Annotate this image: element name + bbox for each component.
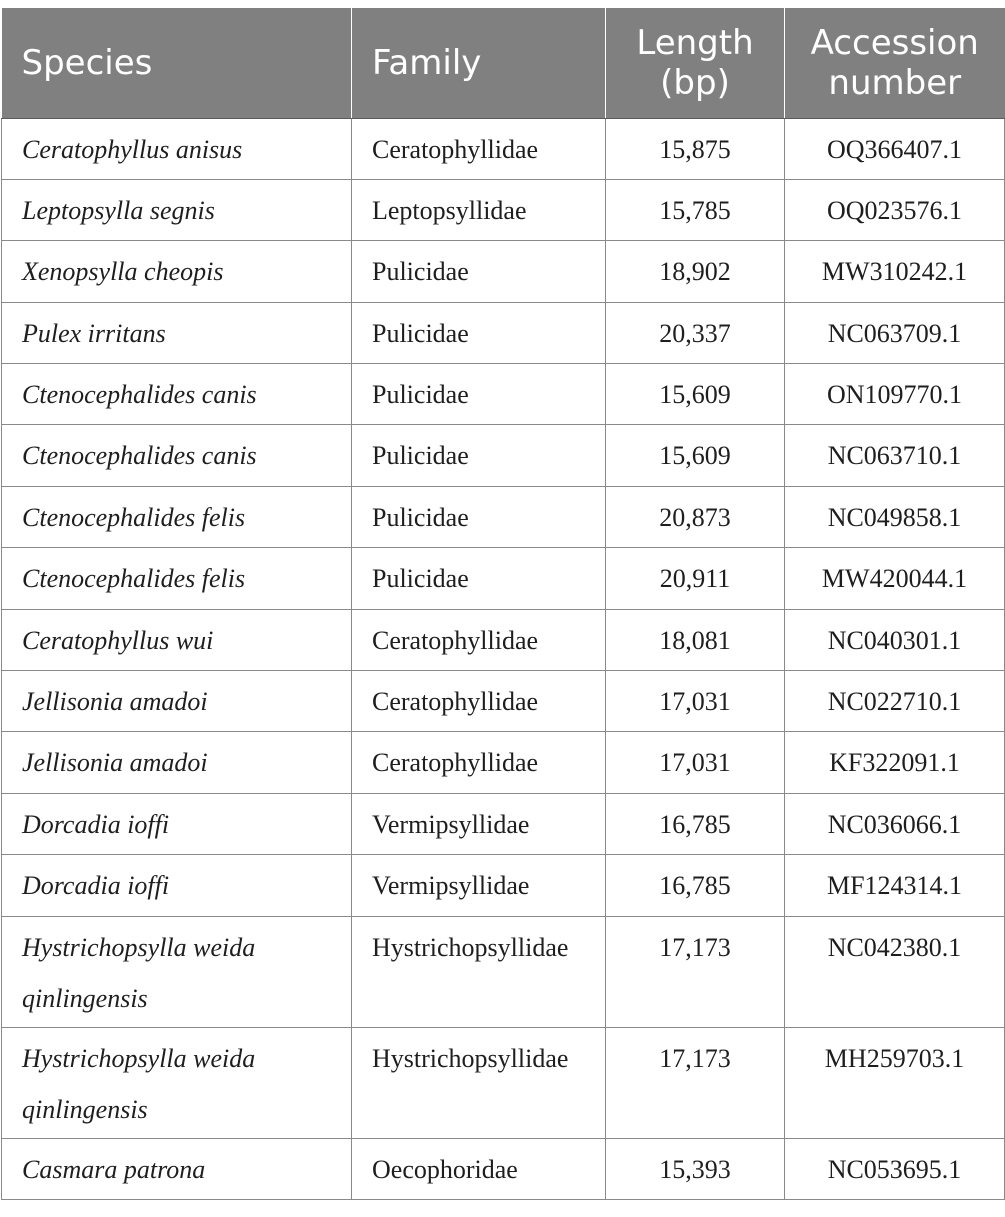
length-cell: 18,081	[606, 609, 785, 670]
table-row	[2, 609, 1005, 670]
family-cell: Oecophoridae	[352, 1138, 606, 1199]
length-cell: 16,785	[606, 793, 785, 854]
table-row	[2, 671, 1005, 732]
table-row	[2, 364, 1005, 425]
species-cell: Ctenocephalides felis	[2, 486, 352, 547]
header-species: Species	[2, 8, 352, 118]
table-row	[2, 793, 1005, 854]
header-family: Family	[352, 8, 606, 118]
accession-cell: KF322091.1	[785, 732, 1005, 793]
length-cell: 18,902	[606, 241, 785, 302]
header-length: Length (bp)	[606, 8, 785, 118]
accession-cell: OQ023576.1	[785, 179, 1005, 240]
table-row	[2, 732, 1005, 793]
family-cell: Ceratophyllidae	[352, 609, 606, 670]
species-cell: Jellisonia amadoi	[2, 732, 352, 793]
length-cell: 20,337	[606, 302, 785, 363]
table-row	[2, 1027, 1005, 1138]
table-row	[2, 548, 1005, 609]
length-cell: 15,785	[606, 179, 785, 240]
family-cell: Pulicidae	[352, 548, 606, 609]
species-cell: Ctenocephalides felis	[2, 548, 352, 609]
length-cell: 15,609	[606, 364, 785, 425]
family-cell: Ceratophyllidae	[352, 118, 606, 179]
accession-cell: NC022710.1	[785, 671, 1005, 732]
length-cell: 15,393	[606, 1138, 785, 1199]
table-row	[2, 179, 1005, 240]
species-cell: Casmara patrona	[2, 1138, 352, 1199]
header-accession: Accession number	[785, 8, 1005, 118]
table-body	[2, 118, 1005, 1199]
accession-cell: NC042380.1	[785, 916, 1005, 1027]
length-cell: 15,609	[606, 425, 785, 486]
table-row	[2, 916, 1005, 1027]
length-cell: 15,875	[606, 118, 785, 179]
table-row	[2, 302, 1005, 363]
accession-cell: NC053695.1	[785, 1138, 1005, 1199]
accession-cell: ON109770.1	[785, 364, 1005, 425]
species-cell: Hystrichopsylla weida qinlingensis	[2, 1027, 352, 1138]
species-cell: Ctenocephalides canis	[2, 425, 352, 486]
species-table	[1, 8, 1005, 1200]
table-row	[2, 425, 1005, 486]
table-row	[2, 241, 1005, 302]
family-cell: Pulicidae	[352, 425, 606, 486]
species-cell: Dorcadia ioffi	[2, 793, 352, 854]
family-cell: Vermipsyllidae	[352, 793, 606, 854]
accession-cell: NC049858.1	[785, 486, 1005, 547]
length-cell: 17,173	[606, 916, 785, 1027]
family-cell: Pulicidae	[352, 364, 606, 425]
species-cell: Hystrichopsylla weida qinlingensis	[2, 916, 352, 1027]
length-cell: 17,031	[606, 671, 785, 732]
length-cell: 17,173	[606, 1027, 785, 1138]
table-row	[2, 1138, 1005, 1199]
family-cell: Pulicidae	[352, 486, 606, 547]
length-cell: 20,911	[606, 548, 785, 609]
accession-cell: OQ366407.1	[785, 118, 1005, 179]
species-cell: Xenopsylla cheopis	[2, 241, 352, 302]
family-cell: Leptopsyllidae	[352, 179, 606, 240]
species-cell: Ceratophyllus wui	[2, 609, 352, 670]
accession-cell: MW310242.1	[785, 241, 1005, 302]
length-cell: 20,873	[606, 486, 785, 547]
length-cell: 17,031	[606, 732, 785, 793]
species-cell: Ceratophyllus anisus	[2, 118, 352, 179]
header-row	[2, 8, 1005, 118]
species-cell: Leptopsylla segnis	[2, 179, 352, 240]
table-header	[2, 8, 1005, 118]
table-row	[2, 486, 1005, 547]
accession-cell: NC036066.1	[785, 793, 1005, 854]
accession-cell: NC063710.1	[785, 425, 1005, 486]
species-cell: Pulex irritans	[2, 302, 352, 363]
species-cell: Dorcadia ioffi	[2, 855, 352, 916]
family-cell: Hystrichopsyllidae	[352, 1027, 606, 1138]
family-cell: Vermipsyllidae	[352, 855, 606, 916]
species-cell: Ctenocephalides canis	[2, 364, 352, 425]
family-cell: Hystrichopsyllidae	[352, 916, 606, 1027]
family-cell: Pulicidae	[352, 302, 606, 363]
family-cell: Ceratophyllidae	[352, 732, 606, 793]
accession-cell: NC063709.1	[785, 302, 1005, 363]
length-cell: 16,785	[606, 855, 785, 916]
family-cell: Ceratophyllidae	[352, 671, 606, 732]
accession-cell: MF124314.1	[785, 855, 1005, 916]
accession-cell: MH259703.1	[785, 1027, 1005, 1138]
accession-cell: MW420044.1	[785, 548, 1005, 609]
table-row	[2, 855, 1005, 916]
accession-cell: NC040301.1	[785, 609, 1005, 670]
table-row	[2, 118, 1005, 179]
family-cell: Pulicidae	[352, 241, 606, 302]
species-cell: Jellisonia amadoi	[2, 671, 352, 732]
